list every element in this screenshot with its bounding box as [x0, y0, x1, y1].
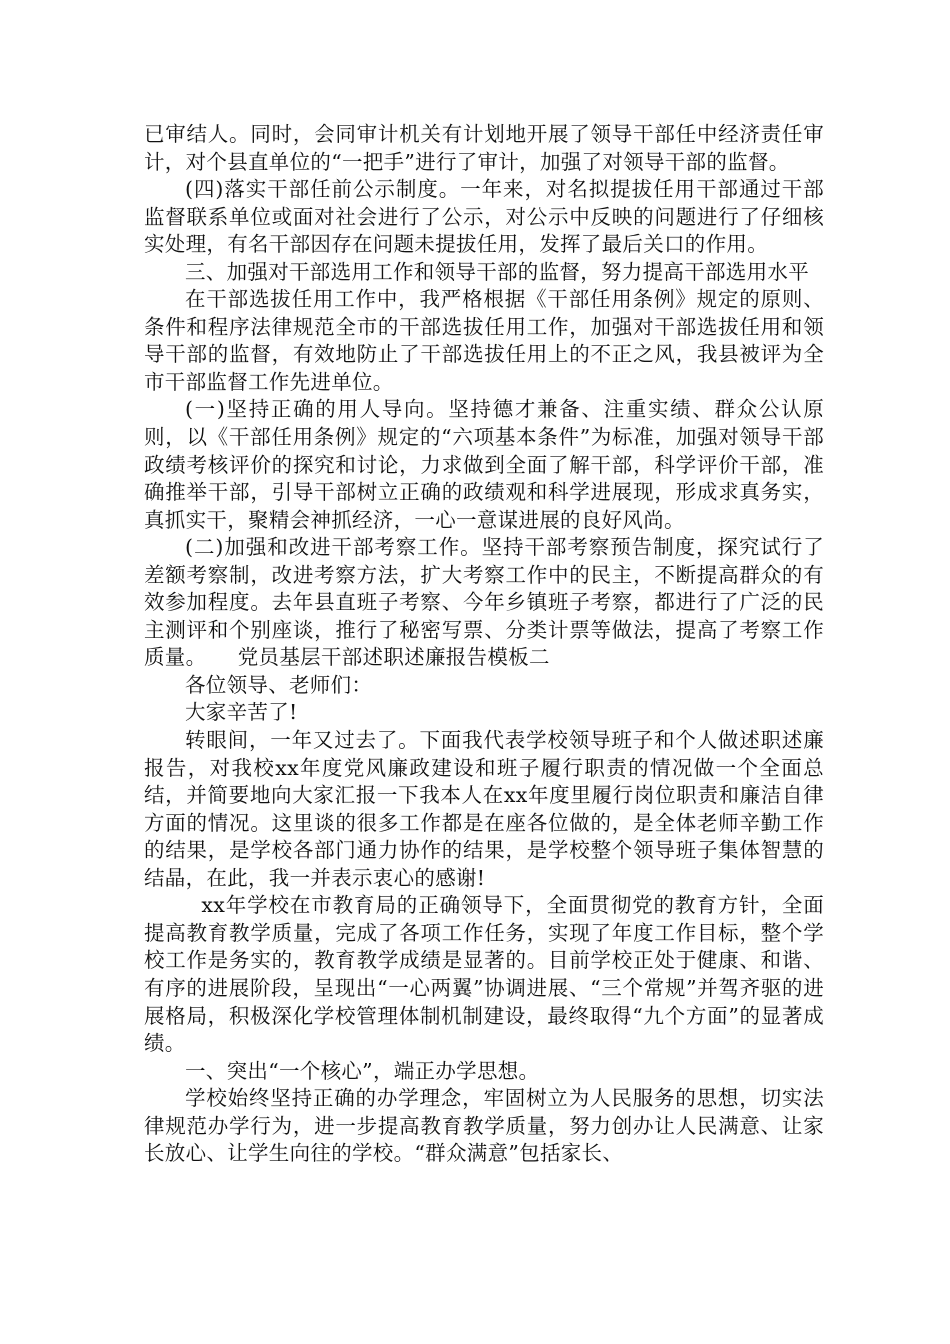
paragraph-employment-orientation: (一)坚持正确的用人导向。坚持德才兼备、注重实绩、群众公认原则，以《干部任用条例》规定的“六项基本条件”为标准，加强对领导干部政绩考核评价的探究和讨论，力求做到全面了解干部，科学评价干部，准确推举干部，引导干部树立正确的政绩观和科学进展现，形成求真务实，真抓实干，聚精会神抓经济，一心一意谋进展的良好风尚。 [144, 397, 824, 532]
section-heading-one: 一、突出“一个核心”，端正办学思想。 [185, 1058, 540, 1083]
paragraph-audit-continuation: 已审结人。同时，会同审计机关有计划地开展了领导干部任中经济责任审计，对个县直单位的“一把手”进行了审计，加强了对领导干部的监督。 [144, 122, 824, 174]
greeting: 大家辛苦了! [185, 700, 298, 725]
paragraph-school-philosophy: 学校始终坚持正确的办学理念，牢固树立为人民服务的思想，切实法律规范办学行为，进一步提高教育教学质量，努力创办让人民满意、让家长放心、让学生向往的学校。“群众满意”包括家长、 [144, 1086, 824, 1166]
paragraph-school-summary: xx年学校在市教育局的正确领导下，全面贯彻党的教育方针，全面提高教育教学质量，完成了各项工作任务，实现了年度工作目标，整个学校工作是务实的，教育教学成绩是显著的。目前学校正处于健康、和谐、有序的进展阶段，呈现出“一心两翼”协调进展、“三个常规”并驾齐驱的进展格局，积极深化学校管理体制机制建设，最终取得“九个方面”的显著成绩。 [144, 893, 824, 1056]
paragraph-pre-appointment-publicity: (四)落实干部任前公示制度。一年来，对名拟提拔任用干部通过干部监督联系单位或面对社会进行了公示，对公示中反映的问题进行了仔细核实处理，有名干部因存在问题未提拔任用，发挥了最后关口的作用。 [144, 177, 824, 257]
paragraph-inspection-work: (二)加强和改进干部考察工作。坚持干部考察预告制度，探究试行了差额考察制，改进考察方法，扩大考察工作中的民主，不断提高群众的有效参加程度。去年县直班子考察、今年乡镇班子考察，都进行了广泛的民主测评和个别座谈，推行了秘密写票、分类计票等做法，提高了考察工作质量。 党员基层干部述职述廉报告模板二 [144, 535, 824, 670]
paragraph-report-intro: 转眼间，一年又过去了。下面我代表学校领导班子和个人做述职述廉报告，对我校xx年度党风廉政建设和班子履行职责的情况做一个全面总结，并简要地向大家汇报一下我本人在xx年度里履行岗位职责和廉洁自律方面的情况。这里谈的很多工作都是在座各位做的，是全体老师辛勤工作的结果，是学校各部门通力协作的结果，是学校整个领导班子集体智慧的结晶，在此，我一并表示衷心的感谢! [144, 728, 824, 890]
section-heading-three: 三、加强对干部选用工作和领导干部的监督，努力提高干部选用水平 [185, 259, 809, 284]
paragraph-selection-work: 在干部选拔任用工作中，我严格根据《干部任用条例》规定的原则、条件和程序法律规范全市的干部选拔任用工作，加强对干部选拔任用和领导干部的监督，有效地防止了干部选拔任用上的不正之风，我县被评为全市干部监督工作先进单位。 [144, 287, 824, 394]
document-body [144, 121, 824, 1168]
salutation: 各位领导、老师们： [185, 672, 373, 697]
